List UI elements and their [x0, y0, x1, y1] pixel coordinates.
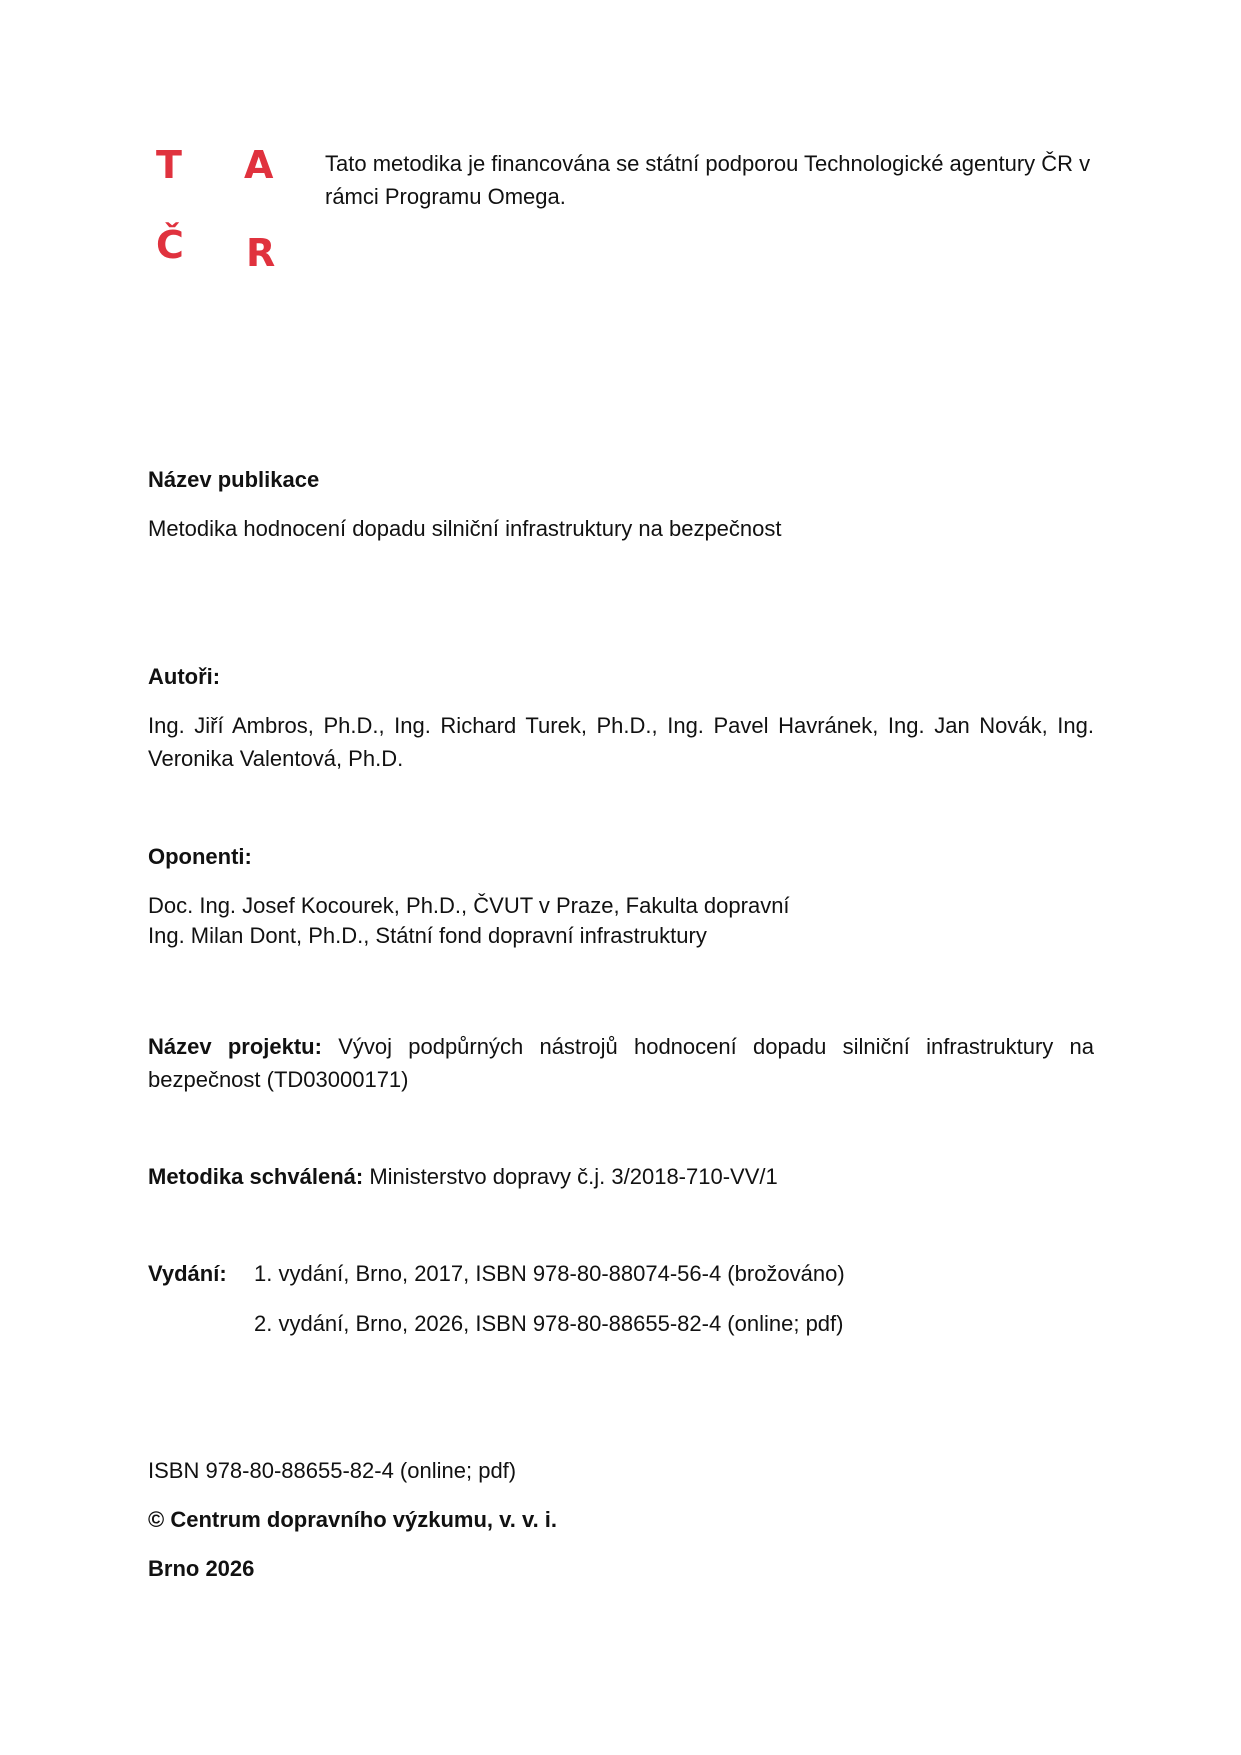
authors-list: Ing. Jiří Ambros, Ph.D., Ing. Richard Turek, Ph.D., Ing. Pavel Havránek, Ing. Jan Novák, Ing. Veronika Valentová, Ph.D.: [148, 713, 1094, 771]
authors-label: [148, 660, 1094, 693]
reviewers-label-text: Oponenti:: [148, 844, 252, 869]
project-text: Vývoj podpůrných nástrojů hodnocení dopadu silniční infrastruktury na bezpečnost (TD03000171): [148, 1034, 1094, 1092]
footer-copyright-text: © Centrum dopravního výzkumu, v. v. i.: [148, 1507, 558, 1532]
logo-letter-a: A: [244, 143, 274, 187]
authors-label-text: Autoři:: [148, 664, 221, 689]
project-paragraph: [148, 1030, 1094, 1096]
footer-copyright: [148, 1503, 1094, 1536]
logo-letter-t: T: [156, 143, 182, 187]
publication-label-text: Název publikace: [148, 467, 320, 492]
project-label: Název projektu:: [148, 1034, 322, 1059]
footer-place-year: [148, 1552, 1094, 1585]
edition-item-2: 2. vydání, Brno, 2026, ISBN 978-80-88655-82-4 (online; pdf): [254, 1311, 844, 1336]
approval-label: Metodika schválená:: [148, 1164, 364, 1189]
tacr-logo: [154, 140, 284, 275]
footer-place-year-text: Brno 2026: [148, 1556, 255, 1581]
footer-isbn: ISBN 978-80-88655-82-4 (online; pdf): [148, 1458, 517, 1483]
editions-label: [148, 1257, 227, 1290]
editions-label-text: Vydání:: [148, 1261, 227, 1286]
publication-label: [148, 463, 1094, 496]
approval-text: Ministerstvo dopravy č.j. 3/2018-710-VV/1: [369, 1164, 778, 1189]
funding-statement: Tato metodika je financována se státní podporou Technologické agentury ČR v rámci Programu Omega.: [325, 151, 1091, 209]
reviewer-2: Ing. Milan Dont, Ph.D., Státní fond dopravní infrastruktury: [148, 923, 707, 948]
edition-item-1: 1. vydání, Brno, 2017, ISBN 978-80-88074-56-4 (brožováno): [254, 1261, 845, 1286]
logo-letter-r: R: [246, 231, 276, 275]
reviewer-1: Doc. Ing. Josef Kocourek, Ph.D., ČVUT v Praze, Fakulta dopravní: [148, 893, 790, 918]
logo-letter-c: Č: [156, 223, 184, 267]
publication-title: Metodika hodnocení dopadu silniční infrastruktury na bezpečnost: [148, 516, 782, 541]
reviewers-label: [148, 840, 1094, 873]
approval-paragraph: [148, 1160, 1094, 1193]
